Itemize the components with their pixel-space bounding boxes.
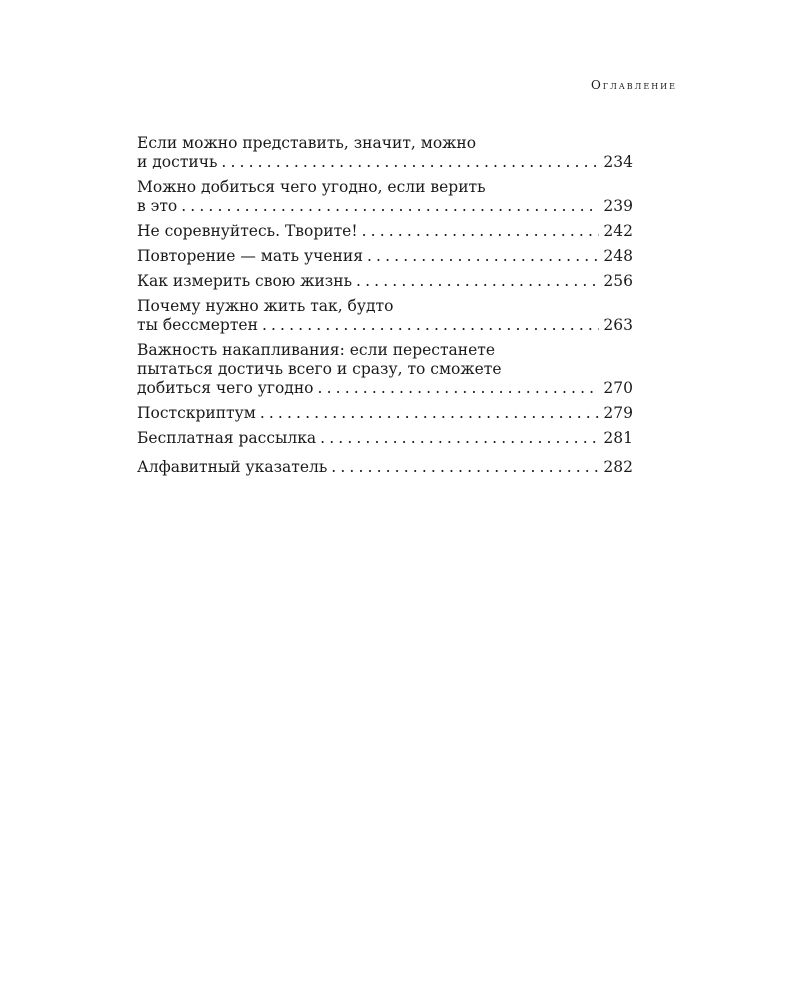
page-number: 242 — [603, 222, 633, 240]
page-number: 234 — [603, 153, 633, 171]
dot-leader — [181, 197, 599, 216]
toc-entry-title-line: Алфавитный указатель — [137, 458, 328, 476]
toc-entry[interactable] — [137, 404, 633, 423]
page-number: 256 — [603, 272, 633, 290]
toc-entry-title-line: Если можно представить, значит, можно — [137, 134, 477, 152]
toc-entry-title-line: Не соревнуйтесь. Творите! — [137, 222, 358, 240]
toc-entry-title-line: Можно добиться чего угодно, если верить — [137, 178, 486, 196]
toc-entry-title-line: Повторение — мать учения — [137, 247, 363, 265]
toc-entry-title-line: ты бессмертен — [137, 316, 258, 334]
page-number: 248 — [603, 247, 633, 265]
toc-entry-title-line: и достичь — [137, 153, 218, 171]
toc-entry-title-line: Почему нужно жить так, будто — [137, 297, 394, 315]
toc-entry-title-line: Бесплатная рассылка — [137, 429, 317, 447]
dot-leader — [356, 272, 599, 291]
toc-entry[interactable] — [137, 134, 633, 172]
toc-entry[interactable] — [137, 178, 633, 216]
toc-entry[interactable] — [137, 272, 633, 291]
toc-entry[interactable] — [137, 222, 633, 241]
toc-entry[interactable] — [137, 429, 633, 448]
toc-entry-title-line: Постскриптум — [137, 404, 256, 422]
page-number: 270 — [603, 379, 633, 397]
dot-leader — [331, 458, 599, 477]
dot-leader — [362, 222, 600, 241]
toc-entry[interactable] — [137, 341, 633, 398]
dot-leader — [318, 379, 600, 398]
toc-entry[interactable] — [137, 247, 633, 266]
dot-leader — [262, 316, 599, 335]
dot-leader — [367, 247, 599, 266]
dot-leader — [221, 153, 599, 172]
dot-leader — [320, 429, 599, 448]
dot-leader — [260, 404, 600, 423]
page-number: 281 — [603, 429, 633, 447]
running-head: Оглавление — [590, 78, 677, 92]
toc-entry-title-line: Как измерить свою жизнь — [137, 272, 353, 290]
page-number: 239 — [603, 197, 633, 215]
page-number: 279 — [603, 404, 633, 422]
table-of-contents — [137, 134, 633, 483]
toc-entry-title-line: в это — [137, 197, 178, 215]
toc-entry[interactable] — [137, 297, 633, 335]
toc-entry-title-line: пытаться достичь всего и сразу, то сможете — [137, 360, 502, 378]
page-number: 263 — [603, 316, 633, 334]
page-number: 282 — [603, 458, 633, 476]
toc-entry-title-line: добиться чего угодно — [137, 379, 314, 397]
toc-entry[interactable] — [137, 458, 633, 477]
toc-entry-title-line: Важность накапливания: если перестанете — [137, 341, 496, 359]
